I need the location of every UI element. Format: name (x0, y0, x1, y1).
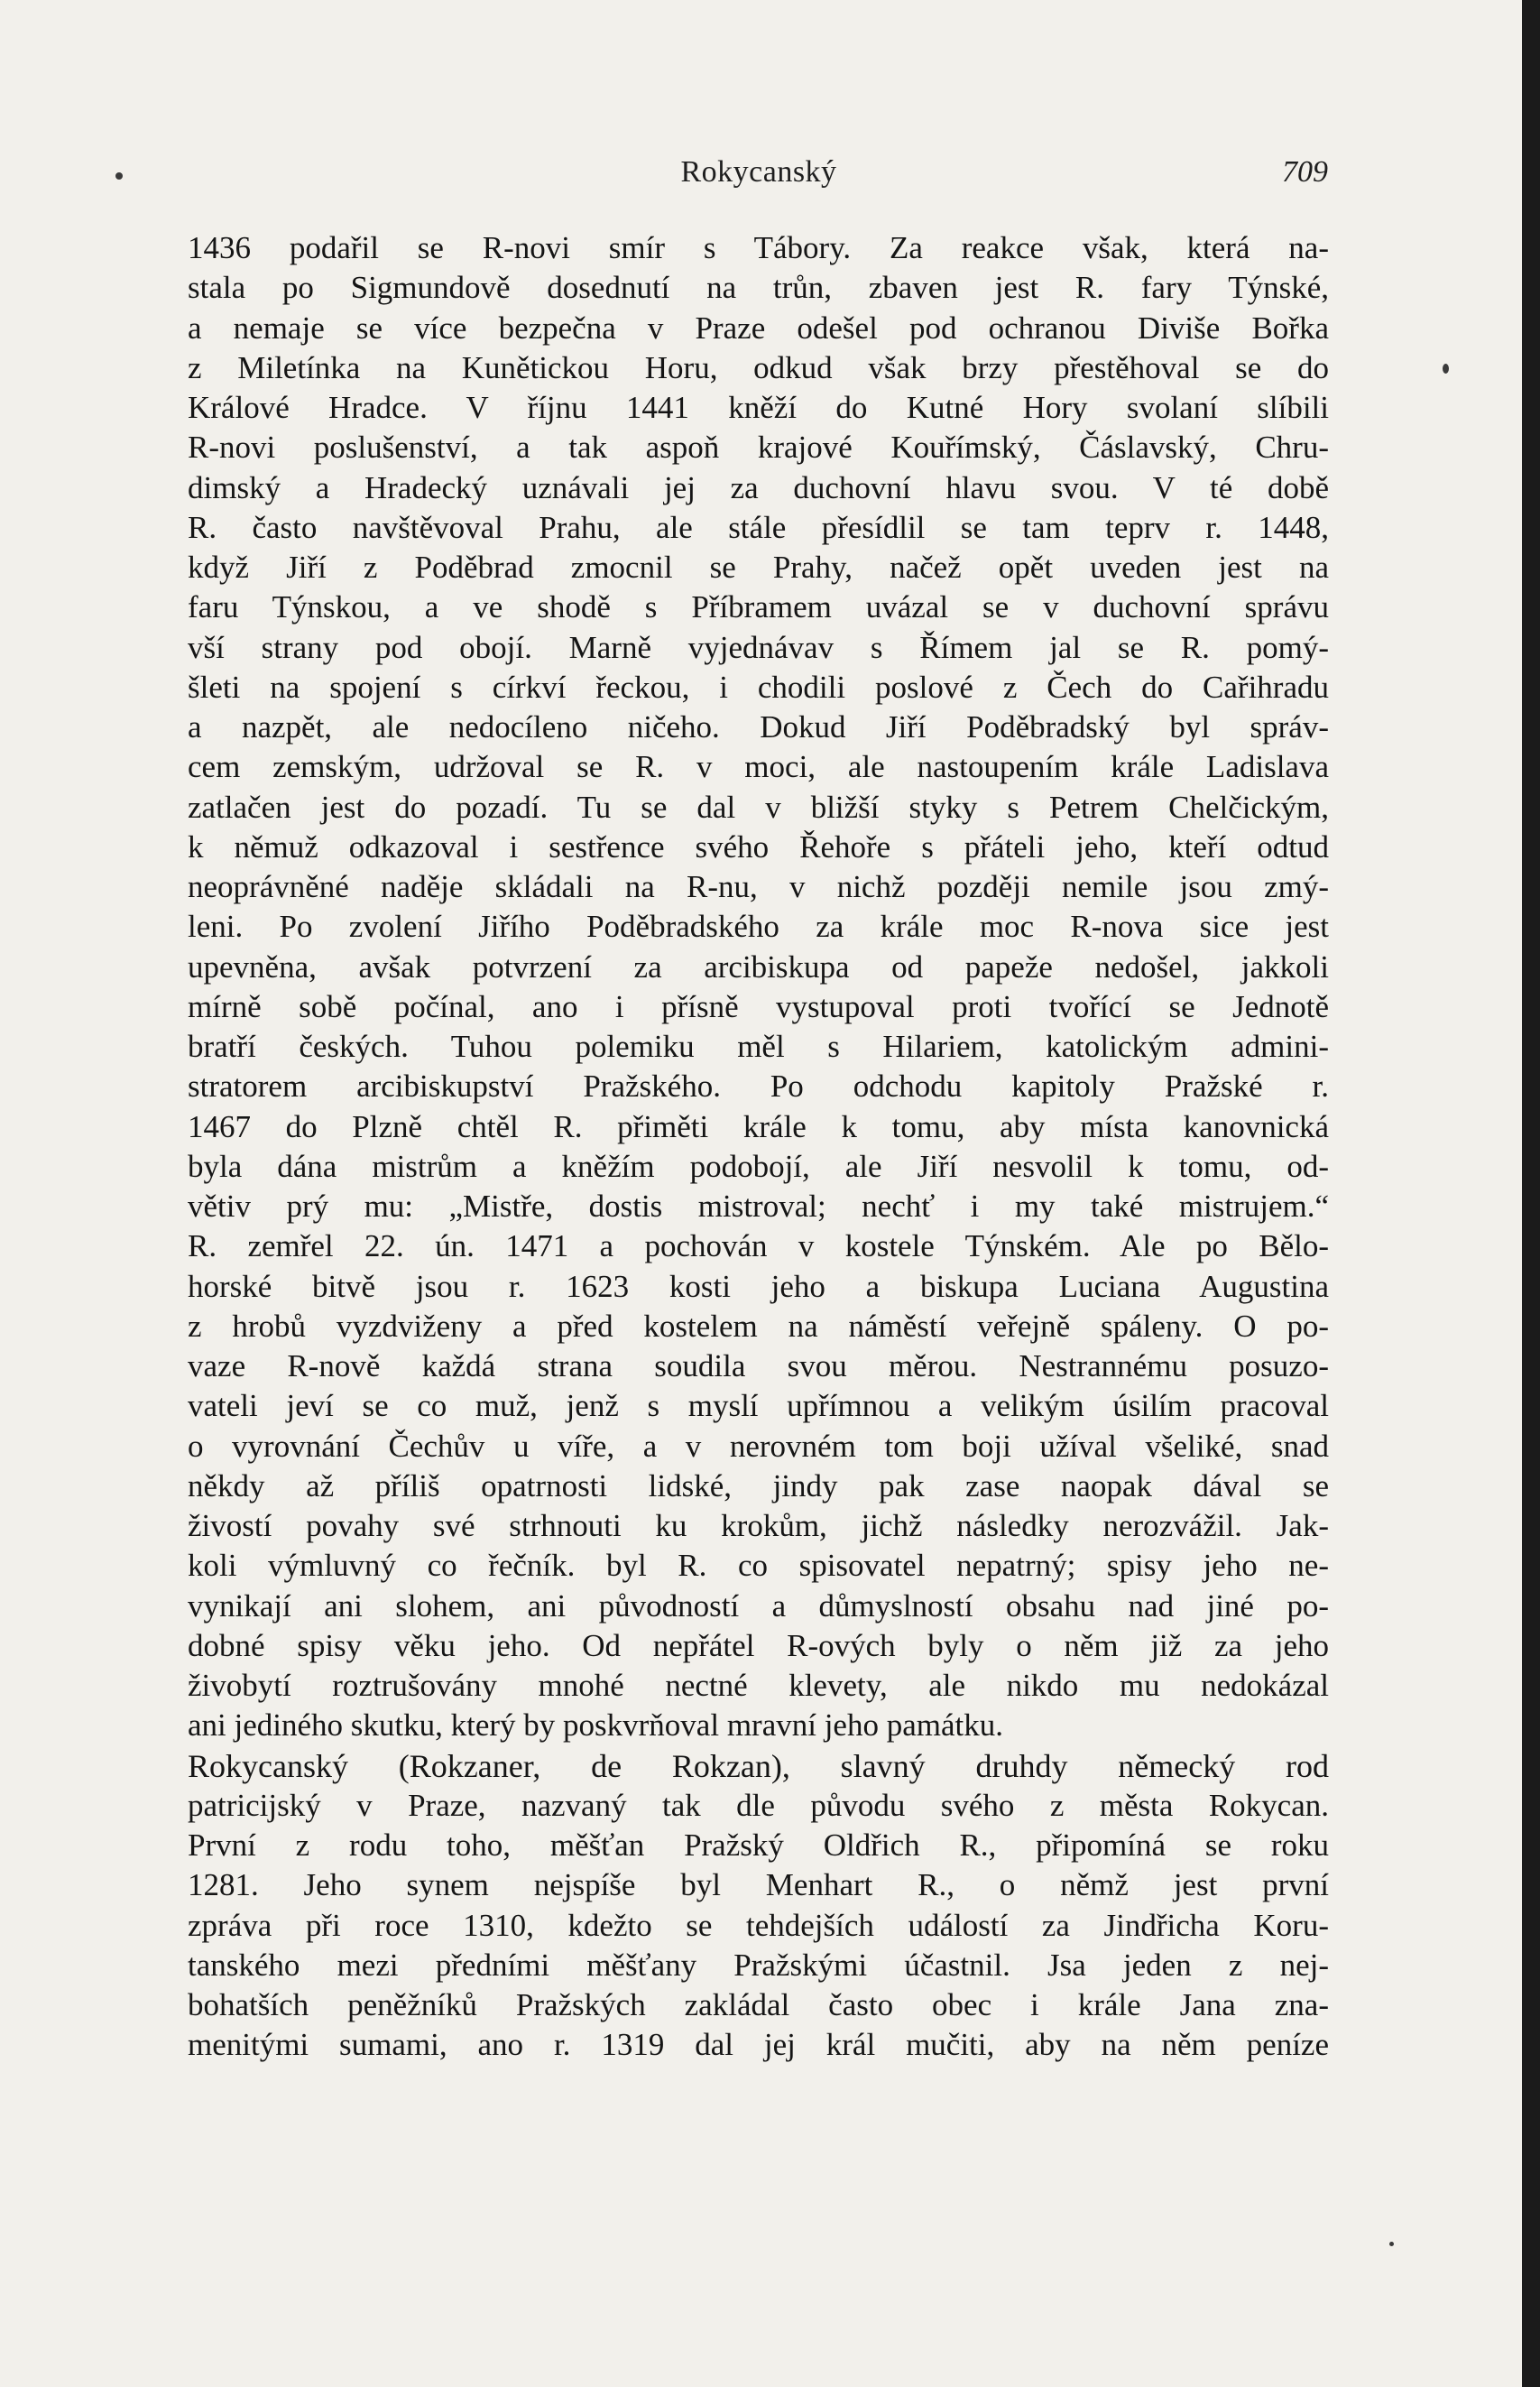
text-line: faru Týnskou, a ve shodě s Příbramem uvázal se v duchovní správu (188, 589, 1329, 625)
text-line: dobné spisy věku jeho. Od nepřátel R-ových byly o něm již za jeho (188, 1627, 1329, 1663)
text-line: o vyrovnání Čechův u víře, a v nerovném tom boji užíval všeliké, snad (188, 1428, 1329, 1464)
text-line: 1281. Jeho synem nejspíše byl Menhart R., o němž jest první (188, 1867, 1329, 1903)
scan-edge (1522, 0, 1540, 2387)
text-line: cem zemským, udržoval se R. v moci, ale nastoupením krále Ladislava (188, 749, 1329, 785)
scan-speck (1389, 2242, 1394, 2246)
text-line: a nazpět, ale nedocíleno ničeho. Dokud Jiří Poděbradský byl správ- (188, 709, 1329, 745)
text-line: R-novi poslušenství, a tak aspoň krajové Kouřímský, Čáslavský, Chru- (188, 430, 1329, 466)
text-line: tanského mezi předními měšťany Pražskými účastnil. Jsa jeden z nej- (188, 1947, 1329, 1983)
page-header (189, 155, 1328, 200)
text-line: bohatších peněžníků Pražských zakládal často obec i krále Jana zna- (188, 1987, 1329, 2022)
text-line: živobytí roztrušovány mnohé nectné klevety, ale nikdo mu nedokázal (188, 1668, 1329, 1703)
page-number: 709 (1282, 155, 1328, 189)
entry-heading-line: Rokycanský (Rokzaner, de Rokzan), slavný druhdy německý rod (188, 1747, 1329, 1784)
text-line: horské bitvě jsou r. 1623 kosti jeho a biskupa Luciana Augustina (188, 1268, 1329, 1304)
text-line: R. často navštěvoval Prahu, ale stále přesídlil se tam teprv r. 1448, (188, 509, 1329, 545)
text-line: neoprávněné naděje skládali na R-nu, v nichž později nemile jsou zmý- (188, 869, 1329, 904)
scan-speck (1443, 364, 1449, 374)
text-line: vší strany pod obojí. Marně vyjednávav s Římem jal se R. pomý- (188, 629, 1329, 665)
text-line: mírně sobě počínal, ano i přísně vystupoval proti tvořící se Jednotě (188, 988, 1329, 1024)
text-line: upevněna, avšak potvrzení za arcibiskupa od papeže nedošel, jakkoli (188, 948, 1329, 985)
text-line: byla dána mistrům a kněžím podobojí, ale Jiří nesvolil k tomu, od- (188, 1148, 1329, 1184)
text-line: někdy až příliš opatrnosti lidské, jindy pak zase naopak dával se (188, 1467, 1329, 1503)
text-line: ani jediného skutku, který by poskvrňoval mravní jeho památku. (188, 1707, 1003, 1744)
body-text (188, 228, 1329, 2066)
text-line: dimský a Hradecký uznávali jej za duchovní hlavu svou. V té době (188, 469, 1329, 505)
text-line: R. zemřel 22. ún. 1471 a pochován v kostele Týnském. Ale po Bělo- (188, 1228, 1329, 1264)
text-line: vynikají ani slohem, ani původností a důmyslností obsahu nad jiné po- (188, 1587, 1329, 1624)
text-line: koli výmluvný co řečník. byl R. co spisovatel nepatrný; spisy jeho ne- (188, 1548, 1329, 1584)
text-line: a nemaje se více bezpečna v Praze odešel pod ochranou Diviše Bořka (188, 310, 1329, 346)
text-line: patricijský v Praze, nazvaný tak dle původu svého z města Rokycan. (188, 1787, 1329, 1823)
text-line: 1467 do Plzně chtěl R. přiměti krále k tomu, aby místa kanovnická (188, 1108, 1329, 1144)
text-line: když Jiří z Poděbrad zmocnil se Prahy, načež opět uveden jest na (188, 550, 1329, 585)
text-line: větiv prý mu: „Mistře, dostis mistroval; nechť i my také mistrujem.“ (188, 1189, 1329, 1224)
text-line: menitými sumami, ano r. 1319 dal jej král mučiti, aby na něm peníze (188, 2027, 1329, 2063)
text-line: z hrobů vyzdviženy a před kostelem na náměstí veřejně spáleny. O po- (188, 1308, 1329, 1344)
text-line: leni. Po zvolení Jiřího Poděbradského za krále moc R-nova sice jest (188, 909, 1329, 945)
text-line: vaze R-nově každá strana soudila svou měrou. Nestrannému posuzo- (188, 1348, 1329, 1383)
text-line: živostí povahy své strhnouti ku krokům, jichž následky nerozvážil. Jak- (188, 1508, 1329, 1543)
text-line: šleti na spojení s církví řeckou, i chodili poslové z Čech do Cařihradu (188, 669, 1329, 705)
text-line: vateli jeví se co muž, jenž s myslí upřímnou a velikým úsilím pracoval (188, 1388, 1329, 1424)
text-line: stala po Sigmundově dosednutí na trůn, zbaven jest R. fary Týnské, (188, 270, 1329, 306)
text-line: bratří českých. Tuhou polemiku měl s Hilariem, katolickým admini- (188, 1029, 1329, 1064)
text-line: zpráva při roce 1310, kdežto se tehdejších událostí za Jindřicha Koru- (188, 1907, 1329, 1943)
text-line: Králové Hradce. V říjnu 1441 kněží do Kutné Hory svolaní slíbili (188, 390, 1329, 425)
text-line: k němuž odkazoval i sestřence svého Řehoře s přáteli jeho, kteří odtud (188, 828, 1329, 865)
scan-speck (115, 172, 123, 180)
text-line: První z rodu toho, měšťan Pražský Oldřich R., připomíná se roku (188, 1827, 1329, 1863)
text-line: stratorem arcibiskupství Pražského. Po odchodu kapitoly Pražské r. (188, 1069, 1329, 1105)
text-line: zatlačen jest do pozadí. Tu se dal v bližší styky s Petrem Chelčickým, (188, 789, 1329, 825)
running-title: Rokycanský (680, 155, 837, 189)
text-line: 1436 podařil se R-novi smír s Tábory. Za reakce však, která na- (188, 230, 1329, 265)
text-line: z Miletínka na Kunětickou Horu, odkud však brzy přestěhoval se do (188, 349, 1329, 385)
